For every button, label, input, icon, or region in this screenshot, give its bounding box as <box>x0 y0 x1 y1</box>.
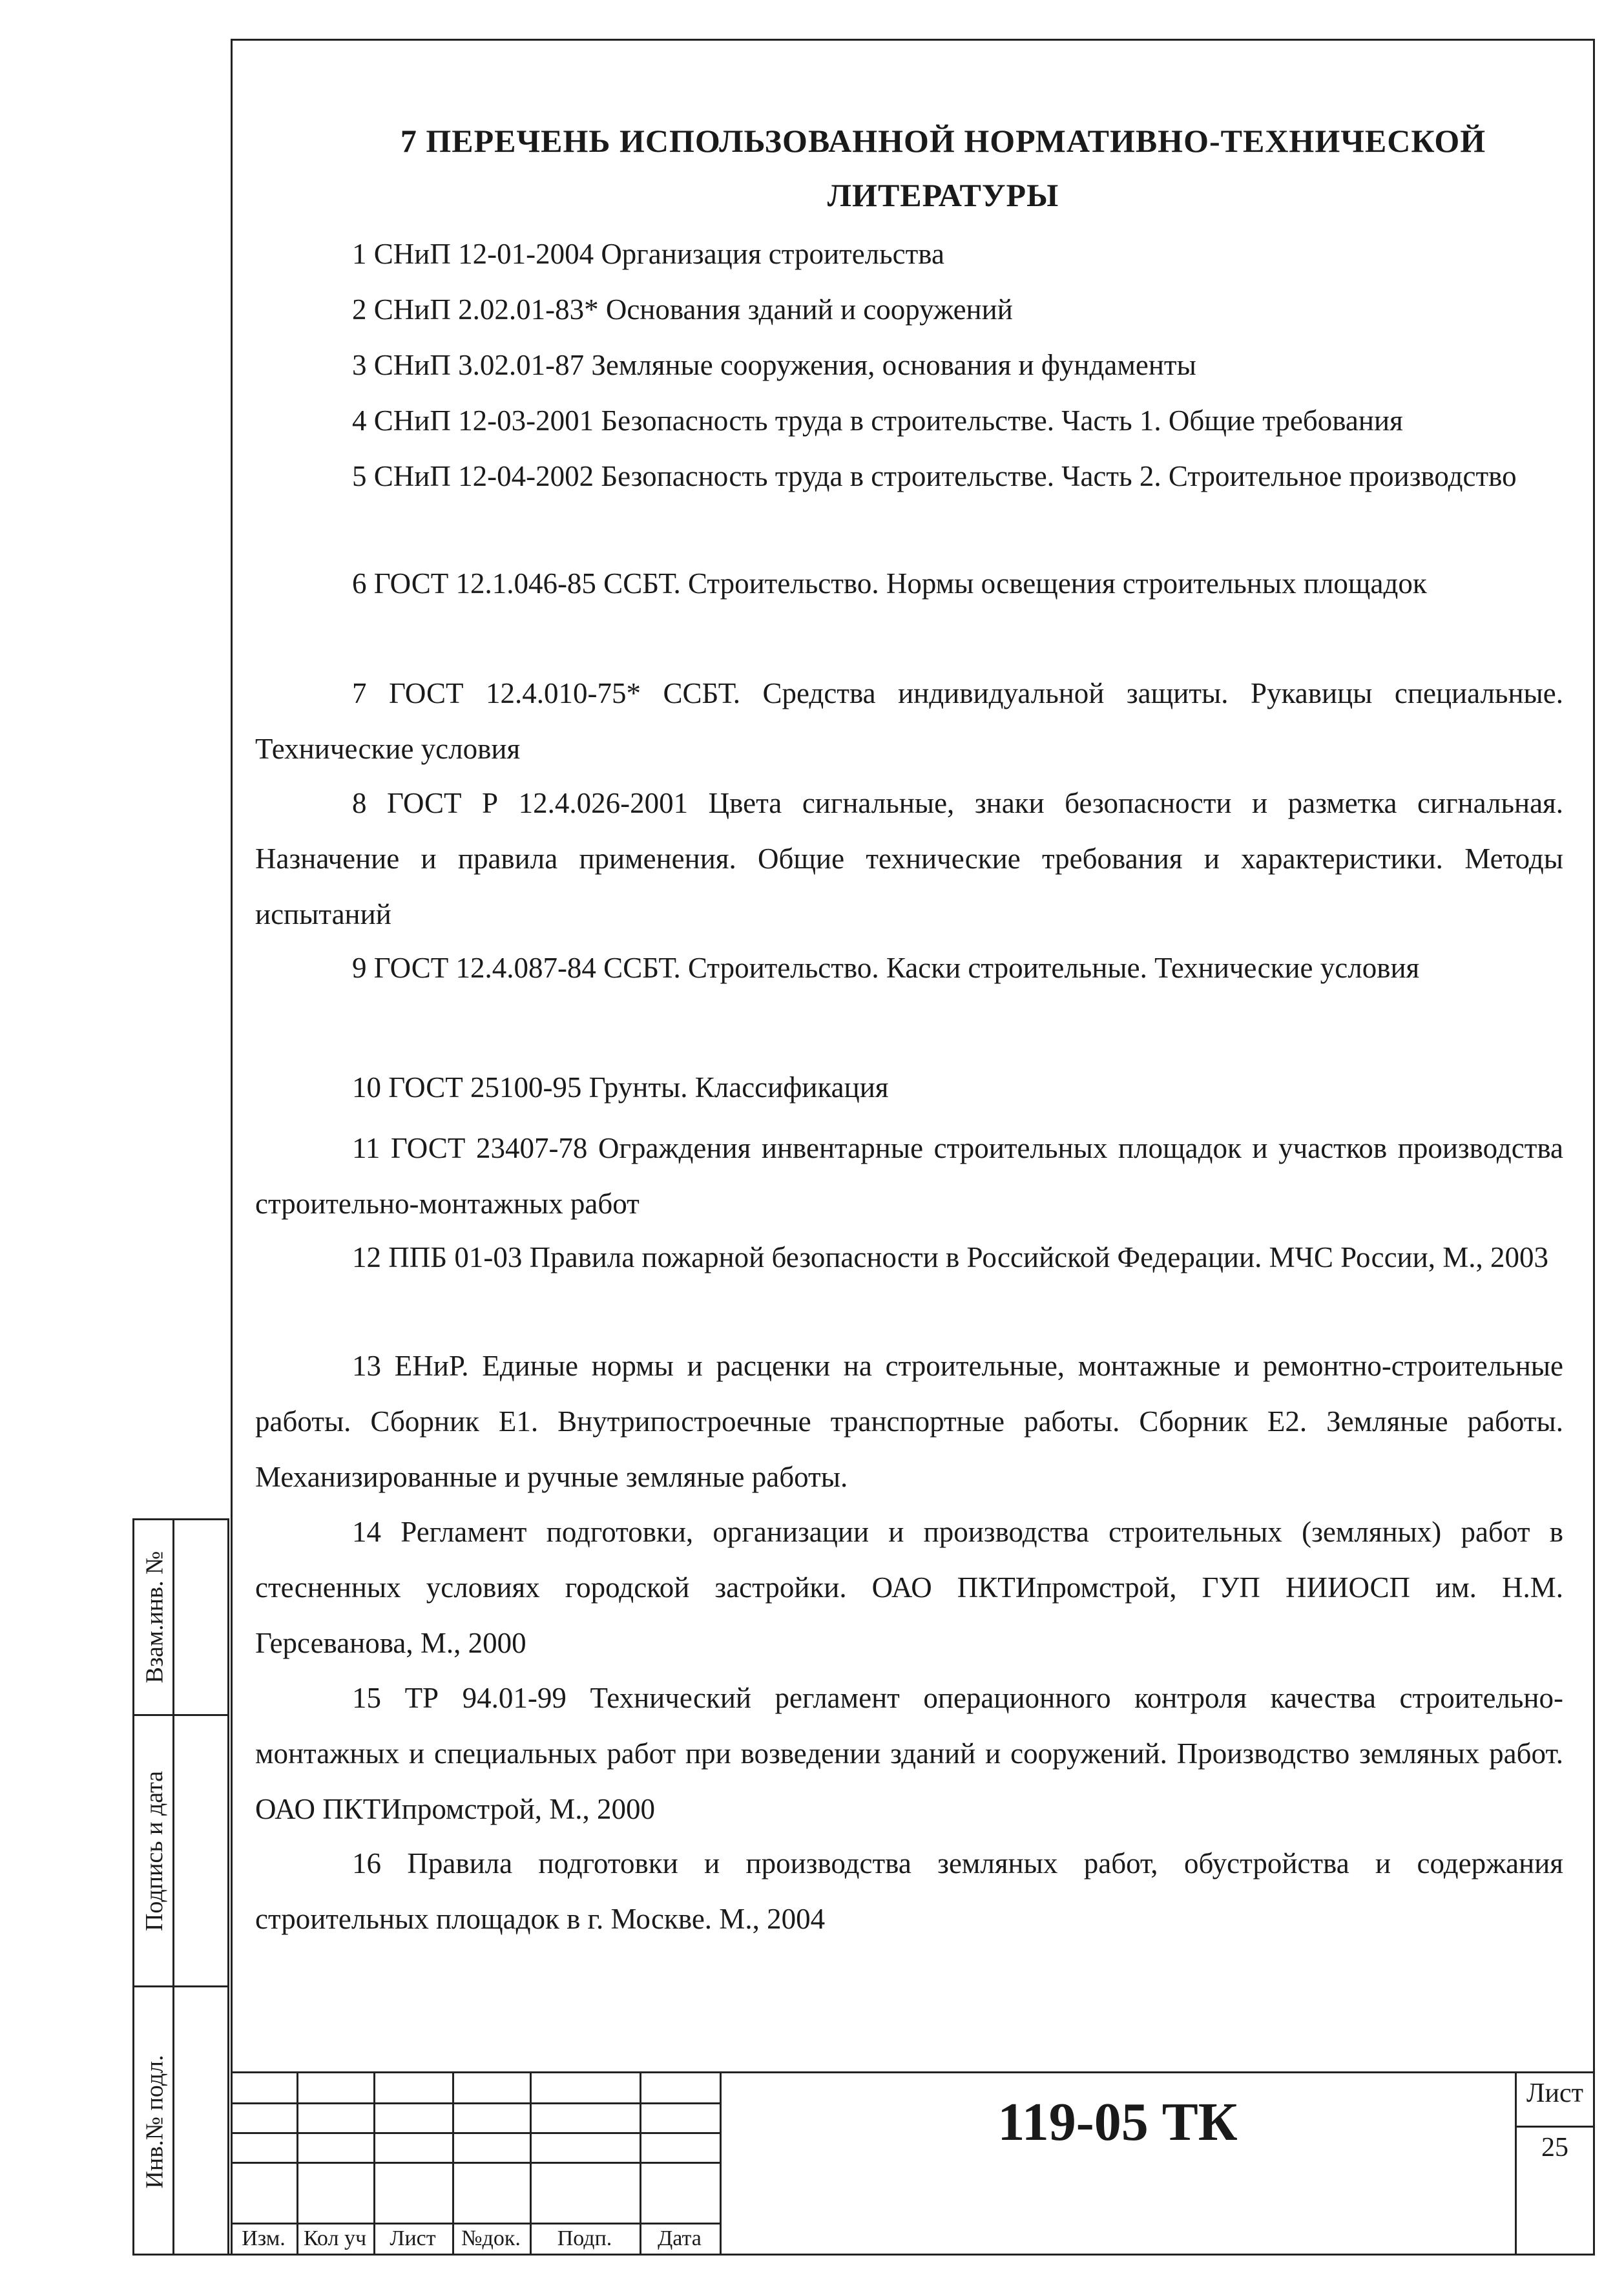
section-heading-line2: ЛИТЕРАТУРЫ <box>827 177 1059 213</box>
reference-item-2: 2 СНиП 2.02.01-83* Основания зданий и сооружений <box>352 293 1013 326</box>
col-izm-label: Изм. <box>242 2226 286 2250</box>
reference-item-1: 1 СНиП 12-01-2004 Организация строительства <box>352 238 944 270</box>
title-block-row-line-4 <box>231 2223 722 2224</box>
col-ndok-label: №док. <box>461 2226 521 2250</box>
reference-item-15: 15 ТР 94.01-99 Технический регламент операционного контроля качества строительно-монтажных и специальных работ при возведении зданий и сооружений. Производство земляных работ. ОАО ПКТИпромстрой, М., 2000 <box>255 1682 1563 1825</box>
reference-item-7: 7 ГОСТ 12.4.010-75* ССБТ. Средства индивидуальной защиты. Рукавицы специальные. Технические условия <box>255 677 1563 765</box>
sheet-cell-divider <box>1517 2126 1595 2128</box>
reference-item-10: 10 ГОСТ 25100-95 Грунты. Классификация <box>352 1071 889 1104</box>
reference-item-3: 3 СНиП 3.02.01-87 Земляные сооружения, основания и фундаменты <box>352 349 1196 381</box>
reference-item-9: 9 ГОСТ 12.4.087-84 ССБТ. Строительство. Каски строительные. Технические условия <box>352 952 1420 984</box>
sheet-number: 25 <box>1541 2133 1568 2162</box>
side-stamp <box>132 1518 229 2254</box>
inv-podl-label: Инв.№ подл. <box>141 2054 169 2189</box>
reference-item-12: 12 ППБ 01-03 Правила пожарной безопасности в Российской Федерации. МЧС России, М., 2003 <box>352 1241 1548 1273</box>
title-block-col-line-6 <box>720 2071 722 2256</box>
podpis-data-label-cell <box>134 1716 174 1985</box>
sheet-label: Лист <box>1526 2078 1583 2108</box>
reference-item-14: 14 Регламент подготовки, организации и производства строительных (земляных) работ в стесненных условиях городской застройки. ОАО ПКТИпромстрой, ГУП НИИОСП им. Н.М. Герсеванова, М., 2000 <box>255 1516 1563 1659</box>
reference-item-4: 4 СНиП 12-03-2001 Безопасность труда в строительстве. Часть 1. Общие требования <box>352 404 1403 437</box>
reference-item-5: 5 СНиП 12-04-2002 Безопасность труда в строительстве. Часть 2. Строительное производство <box>352 460 1517 492</box>
inv-podl-label-cell <box>134 1987 174 2256</box>
col-list-label: Лист <box>390 2226 436 2250</box>
title-block-row-line-2 <box>231 2132 722 2134</box>
reference-item-11: 11 ГОСТ 23407-78 Ограждения инвентарные строительных площадок и участков производства строительно-монтажных работ <box>255 1132 1563 1220</box>
col-data-label: Дата <box>658 2226 702 2250</box>
title-block-row-line-1 <box>231 2102 722 2104</box>
reference-item-6: 6 ГОСТ 12.1.046-85 ССБТ. Строительство. Нормы освещения строительных площадок <box>352 567 1427 600</box>
reference-item-16: 16 Правила подготовки и производства земляных работ, обустройства и содержания строительных площадок в г. Москве. М., 2004 <box>255 1847 1563 1935</box>
vzam-inv-label: Взам.инв. № <box>141 1551 169 1684</box>
col-kol-label: Кол уч <box>303 2226 367 2250</box>
vzam-inv-label-cell <box>134 1520 174 1714</box>
reference-item-8: 8 ГОСТ Р 12.4.026-2001 Цвета сигнальные, знаки безопасности и разметка сигнальная. Назначение и правила применения. Общие технические требования и характеристики. Методы испытаний <box>255 787 1563 930</box>
document-code: 119-05 ТК <box>997 2092 1238 2152</box>
title-block-row-line-3 <box>231 2162 722 2164</box>
col-podp-label: Подп. <box>557 2226 612 2250</box>
reference-item-13: 13 ЕНиР. Единые нормы и расценки на строительные, монтажные и ремонтно-строительные работы. Сборник Е1. Внутрипостроечные транспортные работы. Сборник Е2. Земляные работы. Механизированные и ручные земляные работы. <box>255 1350 1563 1493</box>
section-heading-line1: 7 ПЕРЕЧЕНЬ ИСПОЛЬЗОВАННОЙ НОРМАТИВНО-ТЕХНИЧЕСКОЙ <box>400 123 1486 159</box>
podpis-data-label: Подпись и дата <box>141 1770 169 1931</box>
